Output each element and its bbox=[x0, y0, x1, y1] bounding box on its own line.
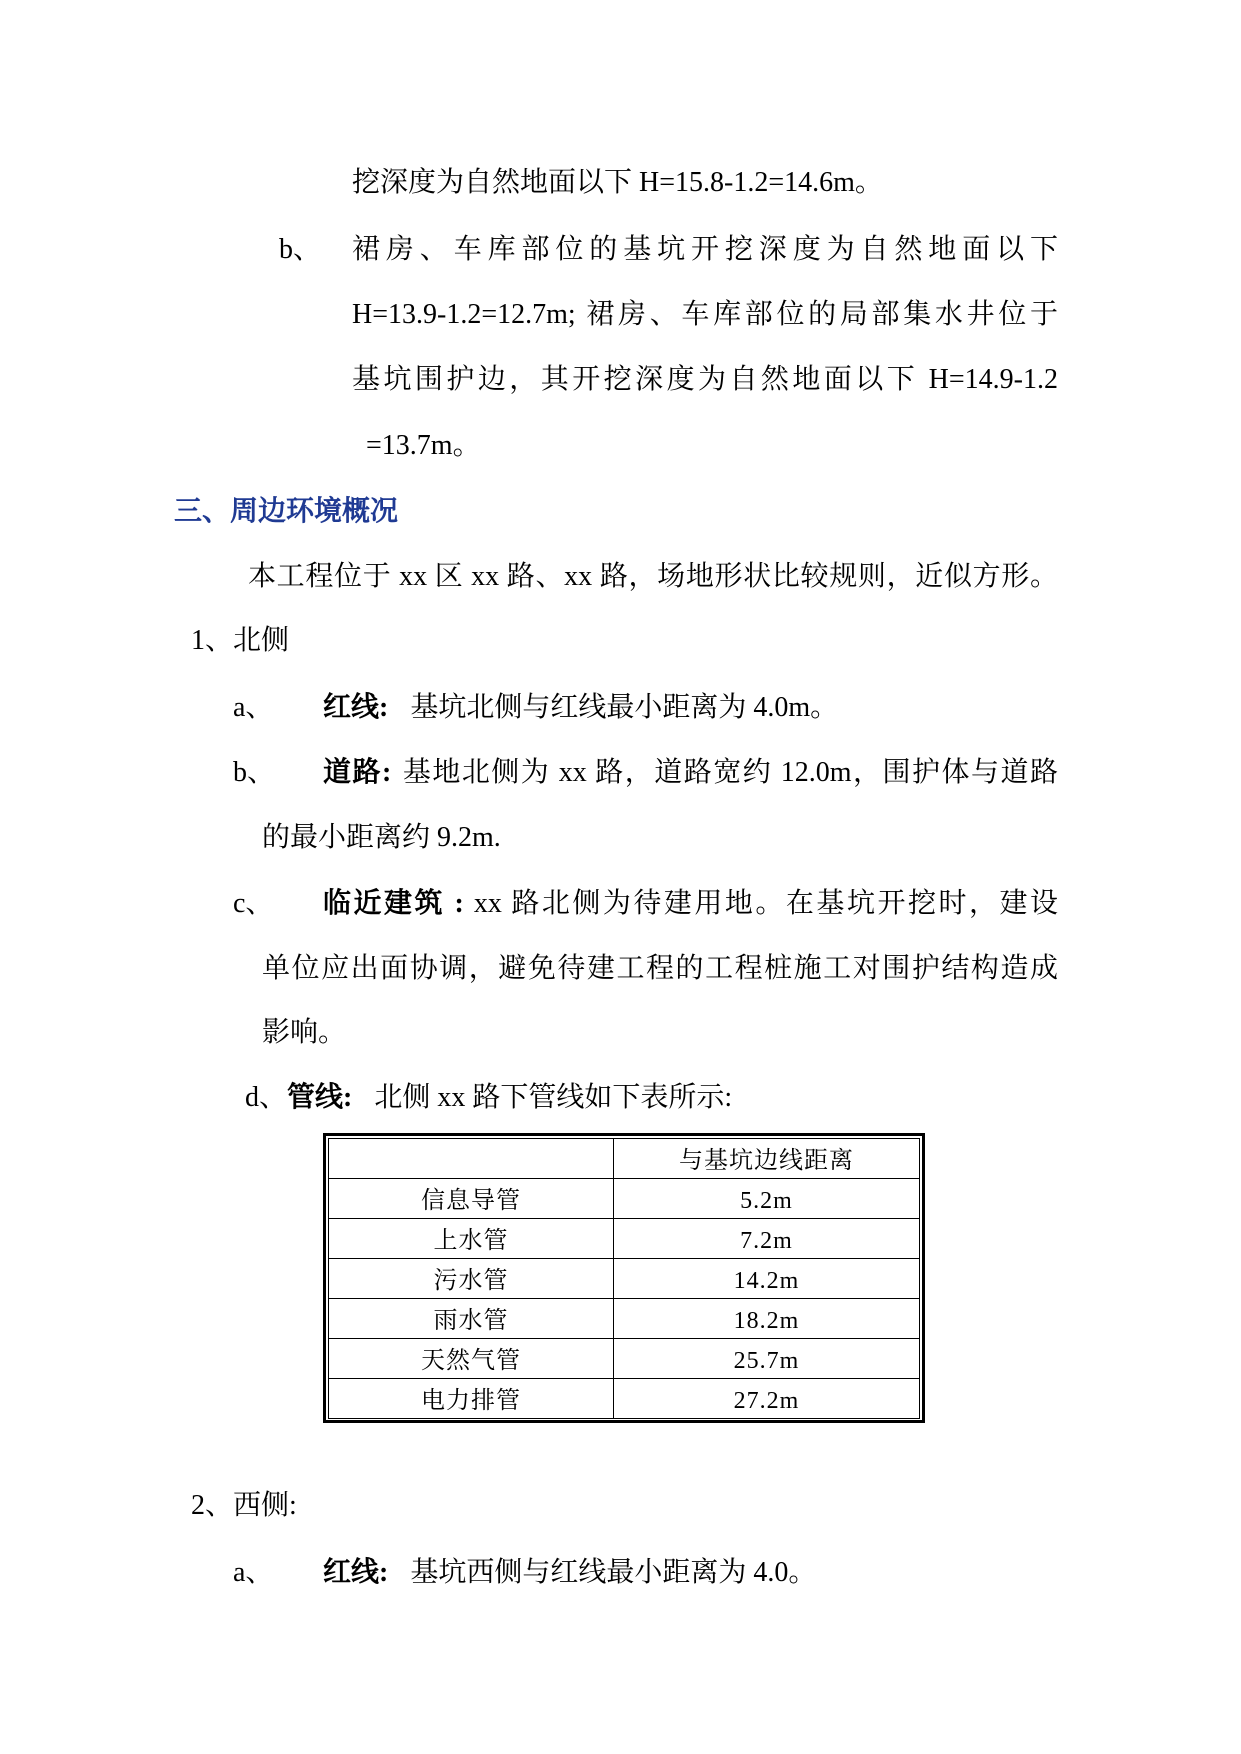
item-label: 道路: bbox=[323, 757, 392, 788]
table-row bbox=[329, 1219, 920, 1259]
table-row bbox=[329, 1339, 920, 1379]
table-cell-pipe-name: 天然气管 bbox=[329, 1339, 614, 1379]
list-item-redline-west bbox=[323, 1553, 816, 1593]
intro-paragraph: 本工程位于 xx 区 xx 路、xx 路，场地形状比较规则，近似方形。 bbox=[248, 561, 1058, 592]
item-text: 北侧 xx 路下管线如下表所示: bbox=[374, 1082, 733, 1113]
subsection-title-north: 1、北侧 bbox=[191, 625, 290, 656]
item-text: 基地北侧为 xx 路，道路宽约 12.0m，围护体与道路 bbox=[401, 757, 1058, 788]
table-cell-distance: 5.2m bbox=[614, 1179, 920, 1219]
table-cell-pipe-name: 信息导管 bbox=[329, 1179, 614, 1219]
table-cell-distance: 27.2m bbox=[614, 1379, 920, 1419]
list-marker: b、 bbox=[279, 234, 322, 265]
list-item-pipelines bbox=[245, 1078, 732, 1118]
item-text-continuation: 影响。 bbox=[262, 1017, 347, 1048]
table-cell-pipe-name: 上水管 bbox=[329, 1219, 614, 1259]
table-row bbox=[329, 1179, 920, 1219]
section-heading: 三、周边环境概况 bbox=[174, 496, 399, 527]
item-label: 红线: bbox=[323, 692, 389, 723]
item-text: 基坑西侧与红线最小距离为 4.0。 bbox=[410, 1557, 817, 1588]
table-cell-pipe-name: 污水管 bbox=[329, 1259, 614, 1299]
item-text: 基坑北侧与红线最小距离为 4.0m。 bbox=[410, 692, 839, 723]
table-row bbox=[329, 1379, 920, 1419]
item-text-continuation: 单位应出面协调，避免待建工程的工程桩施工对围护结构造成 bbox=[262, 953, 1058, 984]
table-row bbox=[329, 1299, 920, 1339]
paragraph-line: H=13.9-1.2=12.7m; 裙房、车库部位的局部集水井位于 bbox=[352, 299, 1058, 330]
pipeline-table bbox=[323, 1133, 925, 1423]
paragraph-line: =13.7m。 bbox=[366, 430, 481, 461]
list-marker: c、 bbox=[233, 888, 274, 919]
table-row bbox=[329, 1259, 920, 1299]
subsection-title-west: 2、西侧: bbox=[191, 1490, 297, 1521]
table-cell-pipe-name: 雨水管 bbox=[329, 1299, 614, 1339]
paragraph-line: 裙房、车库部位的基坑开挖深度为自然地面以下 bbox=[352, 234, 1058, 265]
table-cell-distance: 25.7m bbox=[614, 1339, 920, 1379]
item-text-continuation: 的最小距离约 9.2m. bbox=[262, 822, 501, 853]
paragraph-line: 挖深度为自然地面以下 H=15.8-1.2=14.6m。 bbox=[352, 167, 883, 198]
item-label: 管线: bbox=[287, 1082, 353, 1113]
list-marker: b、 bbox=[233, 757, 276, 788]
list-item-road bbox=[323, 753, 1058, 793]
table-cell-distance: 7.2m bbox=[614, 1219, 920, 1259]
paragraph-line: 基坑围护边，其开挖深度为自然地面以下 H=14.9-1.2 bbox=[352, 364, 1058, 395]
table-header-cell: 与基坑边线距离 bbox=[614, 1139, 920, 1179]
item-text: xx 路北侧为待建用地。在基坑开挖时，建设 bbox=[473, 888, 1058, 919]
list-marker: a、 bbox=[233, 692, 274, 723]
pipeline-table-grid bbox=[328, 1138, 920, 1419]
table-header-row bbox=[329, 1139, 920, 1179]
item-label: 红线: bbox=[323, 1557, 389, 1588]
list-marker: a、 bbox=[233, 1557, 274, 1588]
table-cell-pipe-name: 电力排管 bbox=[329, 1379, 614, 1419]
table-cell-distance: 18.2m bbox=[614, 1299, 920, 1339]
item-label: 临近建筑 : bbox=[323, 888, 464, 919]
list-item-redline bbox=[323, 688, 838, 728]
list-marker: d、 bbox=[245, 1082, 288, 1113]
table-cell-distance: 14.2m bbox=[614, 1259, 920, 1299]
list-item-nearby-buildings bbox=[323, 884, 1058, 924]
table-header-cell bbox=[329, 1139, 614, 1179]
